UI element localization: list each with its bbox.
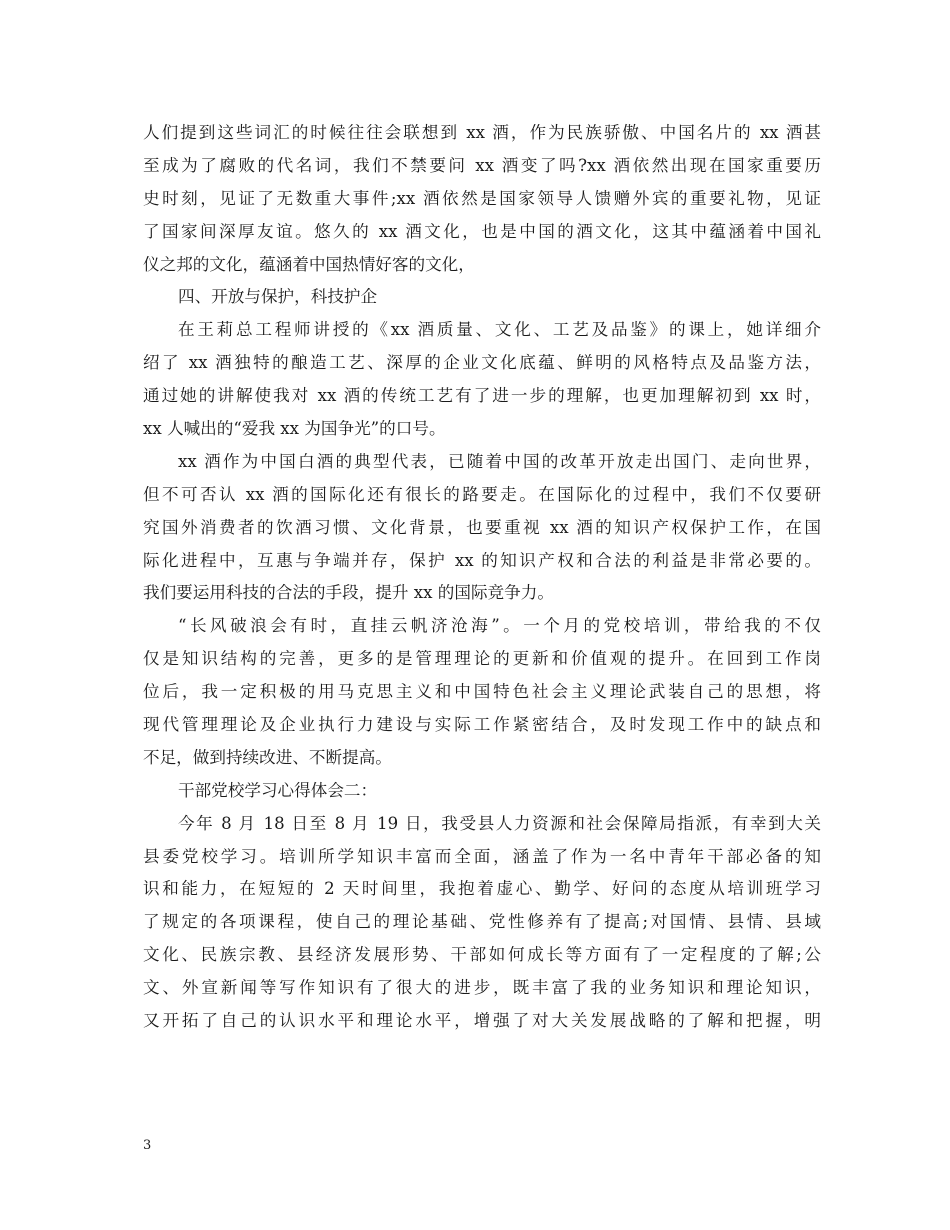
text-line: 究国外消费者的饮酒习惯、文化背景，也要重视 xx 酒的知识产权保护工作，在国 bbox=[143, 517, 821, 537]
text-line: 通过她的讲解使我对 xx 酒的传统工艺有了进一步的理解，也更加理解初到 xx 时， bbox=[143, 386, 821, 406]
text-line: 仅是知识结构的完善，更多的是管理理论的更新和价值观的提升。在回到工作岗 bbox=[143, 649, 821, 669]
section-heading: 四、开放与保护，科技护企 bbox=[178, 287, 378, 307]
text-line: 县委党校学习。培训所学知识丰富而全面，涵盖了作为一名中青年干部必备的知 bbox=[143, 846, 821, 866]
page-number: 3 bbox=[143, 1138, 152, 1153]
text-line: 人们提到这些词汇的时候往往会联想到 xx 酒，作为民族骄傲、中国名片的 xx 酒甚 bbox=[143, 123, 821, 142]
text-line: 不足，做到持续改进、不断提高。 bbox=[143, 747, 392, 767]
text-line: 现代管理理论及企业执行力建设与实际工作紧密结合，及时发现工作中的缺点和 bbox=[143, 715, 821, 735]
text-line: 又开拓了自己的认识水平和理论水平，增强了对大关发展战略的了解和把握，明 bbox=[143, 1011, 821, 1031]
document-body bbox=[143, 117, 821, 1038]
text-line: 文、外宣新闻等写作知识有了很大的进步，既丰富了我的业务知识和理论知识， bbox=[143, 978, 821, 998]
section-heading: 干部党校学习心得体会二： bbox=[178, 780, 378, 800]
text-line: “长风破浪会有时，直挂云帆济沧海”。一个月的党校培训，带给我的不仅 bbox=[178, 616, 821, 636]
text-line: xx 人喊出的“爱我 xx 为国争光”的口号。 bbox=[143, 419, 446, 439]
text-line: 了规定的各项课程，使自己的理论基础、党性修养有了提高;对国情、县情、县域 bbox=[143, 912, 821, 932]
text-line: 文化、民族宗教、县经济发展形势、干部如何成长等方面有了一定程度的了解;公 bbox=[143, 945, 821, 965]
text-line: 我们要运用科技的合法的手段，提升 xx 的国际竞争力。 bbox=[143, 583, 554, 603]
text-line: 位后，我一定积极的用马克思主义和中国特色社会主义理论武装自己的思想，将 bbox=[143, 682, 821, 702]
text-line: 仪之邦的文化，蕴涵着中国热情好客的文化， bbox=[143, 254, 475, 274]
text-line: 在王莉总工程师讲授的《xx 酒质量、文化、工艺及品鉴》的课上，她详细介 bbox=[178, 320, 821, 340]
text-line: 今年 8 月 18 日至 8 月 19 日，我受县人力资源和社会保障局指派，有幸到大关 bbox=[178, 813, 821, 833]
text-line: 了国家间深厚友谊。悠久的 xx 酒文化，也是中国的酒文化，这其中蕴涵着中国礼 bbox=[143, 221, 821, 241]
text-line: 绍了 xx 酒独特的酿造工艺、深厚的企业文化底蕴、鲜明的风格特点及品鉴方法， bbox=[143, 353, 821, 373]
text-line: xx 酒作为中国白酒的典型代表，已随着中国的改革开放走出国门、走向世界， bbox=[178, 451, 821, 471]
text-line: 史时刻，见证了无数重大事件;xx 酒依然是国家领导人馈赠外宾的重要礼物，见证 bbox=[143, 188, 821, 208]
text-line: 识和能力，在短短的 2 天时间里，我抱着虚心、勤学、好问的态度从培训班学习 bbox=[143, 879, 821, 899]
text-line: 至成为了腐败的代名词，我们不禁要问 xx 酒变了吗?xx 酒依然出现在国家重要历 bbox=[143, 155, 821, 175]
text-line: 但不可否认 xx 酒的国际化还有很长的路要走。在国际化的过程中，我们不仅要研 bbox=[143, 484, 821, 504]
text-line: 际化进程中，互惠与争端并存，保护 xx 的知识产权和合法的利益是非常必要的。 bbox=[143, 550, 821, 570]
